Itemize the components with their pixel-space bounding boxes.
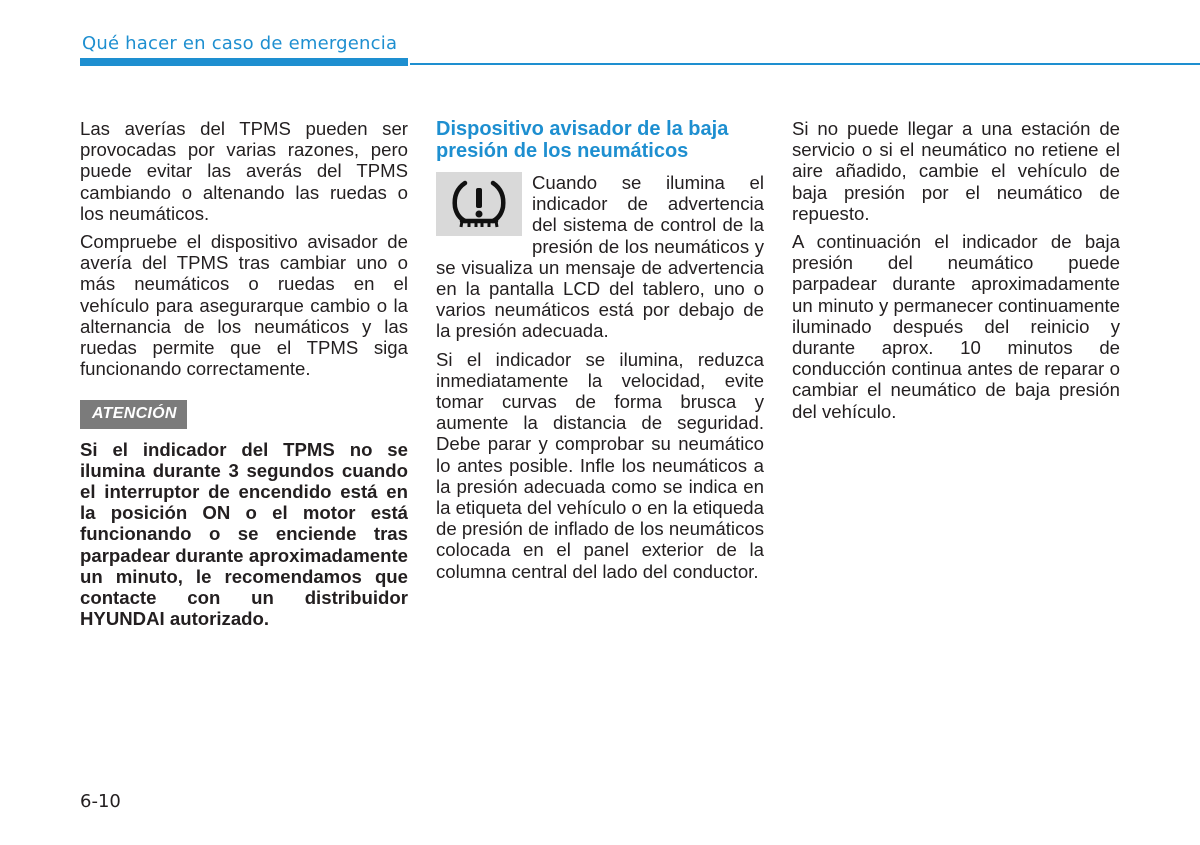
- paragraph: Si no puede llegar a una estación de servicio o si el neumático no retiene el aire añadido, cambie el vehículo de baja presión por el neumático de repuesto.: [792, 118, 1120, 224]
- attention-label: ATENCIÓN: [80, 400, 187, 428]
- section-title: Qué hacer en caso de emergencia: [82, 33, 398, 54]
- attention-text: Si el indicador del TPMS no se ilumina durante 3 segundos cuando el interruptor de encendido está en la posición ON o el motor está funcionando o se enciende tras parpadear durante aproximadamente un minuto, le recomendamos que contacte con un distribuidor HYUNDAI autorizado.: [80, 438, 408, 630]
- tpms-warning-icon: [436, 172, 522, 236]
- column-middle: [436, 118, 764, 582]
- column-left: [80, 118, 408, 629]
- header-rule-thin: [410, 63, 1200, 65]
- paragraph: Si el indicador se ilumina, reduzca inmediatamente la velocidad, evite tomar curvas de forma brusca y aumente la distancia de seguridad. Debe parar y comprobar su neumático lo antes posible. Infle los neumáticos a la presión adecuada como se indica en la etiqueta del vehículo o en la etiqueda de presión de inflado de los neumáticos colocada en el panel exterior de la columna central del lado del conductor.: [436, 348, 764, 582]
- section-heading: Dispositivo avisador de la baja presión de los neumáticos: [436, 118, 729, 162]
- paragraph: Las averías del TPMS pueden ser provocadas por varias razones, pero puede evitar las averás del TPMS cambiando o altenando las ruedas o los neumáticos.: [80, 118, 408, 224]
- header-rule-thick: [80, 58, 408, 66]
- paragraph: Compruebe el dispositivo avisador de avería del TPMS tras cambiar uno o más neumáticos o ruedas en el vehículo para asegurarque cambio o la alternancia de los neumáticos y las ruedas permite que el TPMS siga funcionando correctamente.: [80, 231, 408, 380]
- paragraph: Cuando se ilumina el indicador de advertencia del sistema de control de la presión de los neumáticos y se visualiza un mensaje de advertencia en la pantalla LCD del tablero, uno o varios neumáticos está por debajo de la presión adecuada.: [436, 172, 764, 342]
- page-number: 6-10: [80, 791, 121, 812]
- paragraph: A continuación el indicador de baja presión del neumático puede parpadear durante aproximadamente un minuto y permanecer continuamente iluminado después del reinicio y durante aprox. 10 minutos de conducción continua antes de reparar o cambiar el neumático de baja presión del vehículo.: [792, 231, 1120, 422]
- column-right: [792, 118, 1120, 422]
